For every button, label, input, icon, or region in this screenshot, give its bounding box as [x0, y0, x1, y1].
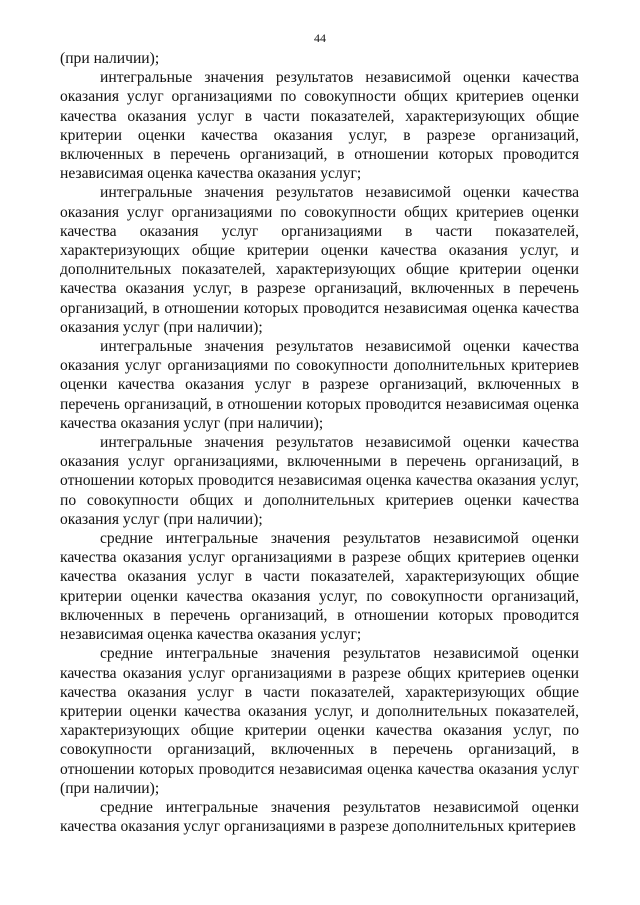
paragraph-2: интегральные значения результатов независимой оценки качества оказания услуг организациями по совокупности общих критериев оценки качества оказания услуг в части показателей, характеризующих общие критерии оценки качества оказания услуг, в разрезе организаций, включенных в перечень организаций, в отношении которых проводится независимая оценка качества оказания услуг; — [60, 69, 579, 183]
page-number: 44 — [314, 31, 326, 45]
paragraph-1: (при наличии); — [60, 50, 160, 67]
body-text — [60, 49, 579, 836]
paragraph-8: средние интегральные значения результатов независимой оценки качества оказания услуг организациями в разрезе дополнительных критериев — [60, 798, 579, 836]
paragraph-7: средние интегральные значения результатов независимой оценки качества оказания услуг организациями в разрезе общих критериев оценки качества оказания услуг в части показателей, характеризующих общие критерии оценки качества оказания услуг, и дополнительных показателей, характеризующих общие критерии оценки качества оказания услуг, по совокупности организаций, включенных в перечень организаций, в отношении которых проводится независимая оценка качества оказания услуг (при наличии); — [60, 645, 579, 797]
paragraph-3: интегральные значения результатов независимой оценки качества оказания услуг организациями по совокупности общих критериев оценки качества оказания услуг организациями в части показателей, характеризующих общие критерии оценки качества оказания услуг, и дополнительных показателей, характеризующих общие критерии оценки качества оказания услуг, в разрезе организаций, включенных в перечень организаций, в отношении которых проводится независимая оценка качества оказания услуг (при наличии); — [60, 184, 579, 336]
paragraph-6: средние интегральные значения результатов независимой оценки качества оказания услуг организациями в разрезе общих критериев оценки качества оказания услуг в части показателей, характеризующих общие критерии оценки качества оказания услуг, по совокупности организаций, включенных в перечень организаций, в отношении которых проводится независимая оценка качества оказания услуг; — [60, 530, 579, 644]
paragraph-5: интегральные значения результатов независимой оценки качества оказания услуг организациями, включенными в перечень организаций, в отношении которых проводится независимая оценка качества оказания услуг, по совокупности общих и дополнительных критериев оценки качества оказания услуг (при наличии); — [60, 434, 579, 528]
paragraph-4: интегральные значения результатов независимой оценки качества оказания услуг организациями по совокупности дополнительных критериев оценки качества оказания услуг в разрезе организаций, включенных в перечень организаций, в отношении которых проводится независимая оценка качества оказания услуг (при наличии); — [60, 338, 579, 432]
